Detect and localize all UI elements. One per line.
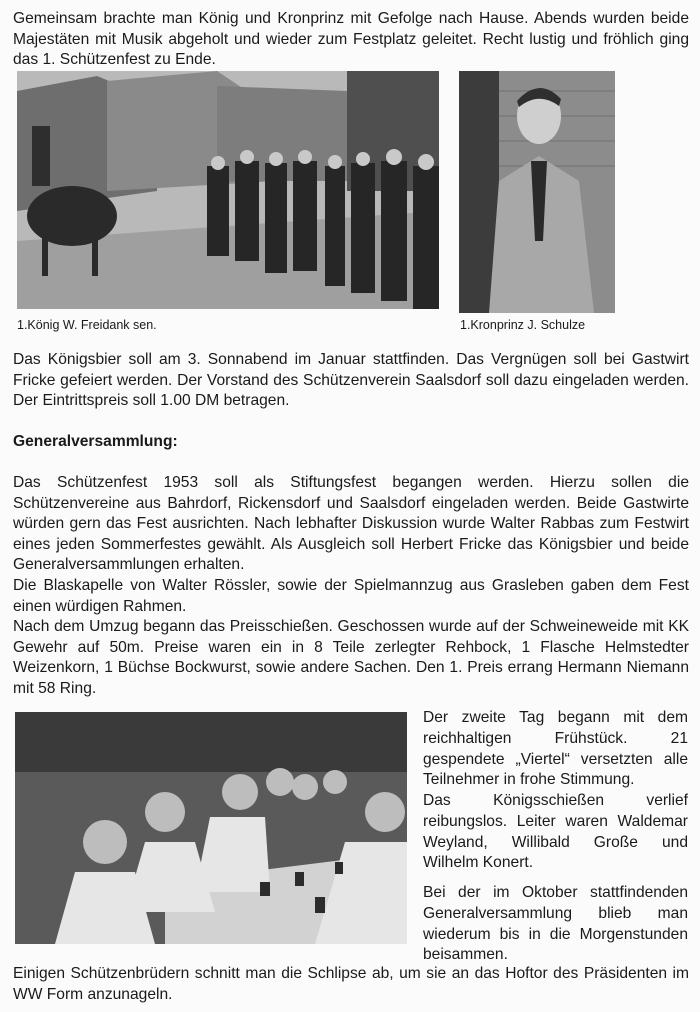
paragraph-generalversammlung: Das Schützenfest 1953 soll als Stiftungsfest begangen werden. Hierzu sollen die Schützenvereine aus Bahrdorf, Rickensdorf und Saalsdorf eingeladen werden. Beide Gastwirte würden gern das Fest ausrichten. Nach lebhafter Diskussion wurde Walter Rabbas zum Festwirt eines jeden Sommerfestes gewählt. Als Ausgleich soll Herbert Fricke das Königsbier und beide Generalversammlungen erhalten. [13,474,689,574]
caption-king: 1.König W. Freidank sen. [17,318,157,332]
paragraph-preisschiessen: Nach dem Umzug begann das Preisschießen. Geschossen wurde auf der Schweineweide mit KK Gewehr auf 50m. Preise waren ein in 8 Teile zerlegter Rehbock, 1 Flasche Helmstedter Weizenkorn, 1 Büchse Bockwurst, sowie andere Sachen. Den 1. Preis errang Hermann Niemann mit 58 Ring. [13,618,689,697]
photo-king-procession [17,71,439,309]
photo-prince-portrait [459,71,615,313]
paragraph-oktober: Bei der im Oktober stattfindenden Generalversammlung blieb man wiederum bis in die Morgenstunden beisammen. [423,884,688,964]
paragraph-musik: Die Blaskapelle von Walter Rössler, sowie der Spielmannzug aus Grasleben gaben dem Fest einen würdigen Rahmen. [13,577,689,615]
paragraph-koenigsschiessen: Das Königsschießen verlief reibungslos. Leiter waren Waldemar Weyland, Willibald Große und Wilhelm Konert. [423,792,688,872]
caption-prince: 1.Kronprinz J. Schulze [460,318,586,332]
photo-banquet [15,712,407,944]
paragraph-schlipse: Einigen Schützenbrüdern schnitt man die Schlipse ab, um sie an das Hoftor des Präsidenten im WW Form anzunageln. [13,965,689,1003]
section-heading: Generalversammlung: [13,433,178,450]
paragraph-zweiter-tag: Der zweite Tag begann mit dem reichhaltigen Frühstück. 21 gespendete „Viertel“ versetzten alle Teilnehmer in frohe Stimmung. [423,709,688,789]
paragraph-koenigsbier: Das Königsbier soll am 3. Sonnabend im Januar stattfinden. Das Vergnügen soll bei Gastwirt Fricke gefeiert werden. Der Vorstand des Schützenverein Saalsdorf soll dazu eingeladen werden. Der Eintrittspreis soll 1.00 DM betragen. [13,351,689,410]
paragraph-intro: Gemeinsam brachte man König und Kronprinz mit Gefolge nach Hause. Abends wurden beide Majestäten mit Musik abgeholt und wieder zum Festplatz geleitet. Recht lustig und fröhlich ging das 1. Schützenfest zu Ende. [13,10,689,69]
